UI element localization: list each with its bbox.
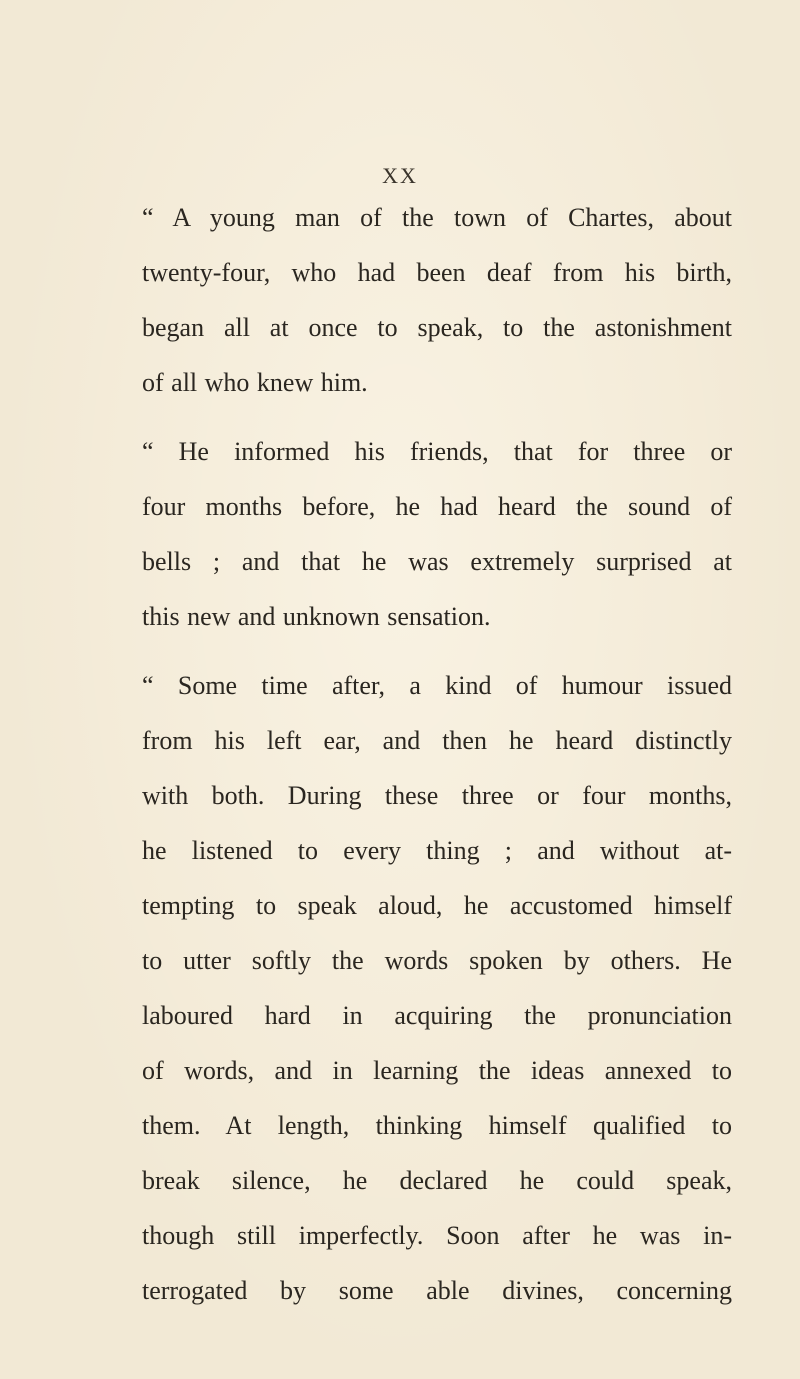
text-line: break silence, he declared he could speak, [142,1166,732,1195]
text-line: “ A young man of the town of Chartes, about [142,203,732,232]
text-line: though still imperfectly. Soon after he was in- [142,1221,732,1250]
text-line: four months before, he had heard the sound of [142,492,732,521]
text-line: to utter softly the words spoken by others. He [142,946,732,975]
text-line: began all at once to speak, to the astonishment [142,313,732,342]
body-text [142,190,732,1318]
text-line: laboured hard in acquiring the pronunciation [142,1001,732,1030]
text-line: he listened to every thing ; and without at- [142,836,732,865]
text-line: from his left ear, and then he heard distinctly [142,726,732,755]
paragraph-2 [142,424,732,644]
text-line: of all who knew him. [142,368,368,397]
text-line: with both. During these three or four months, [142,781,732,810]
text-line: bells ; and that he was extremely surprised at [142,547,732,576]
text-line: of words, and in learning the ideas annexed to [142,1056,732,1085]
text-line: tempting to speak aloud, he accustomed himself [142,891,732,920]
text-line: this new and unknown sensation. [142,602,491,631]
text-line: “ He informed his friends, that for three or [142,437,732,466]
text-line: “ Some time after, a kind of humour issued [142,671,732,700]
text-line: them. At length, thinking himself qualified to [142,1111,732,1140]
paragraph-1 [142,190,732,410]
page-number: XX [382,163,418,188]
paragraph-3 [142,658,732,1318]
text-line: twenty-four, who had been deaf from his birth, [142,258,732,287]
text-line: terrogated by some able divines, concerning [142,1276,732,1305]
